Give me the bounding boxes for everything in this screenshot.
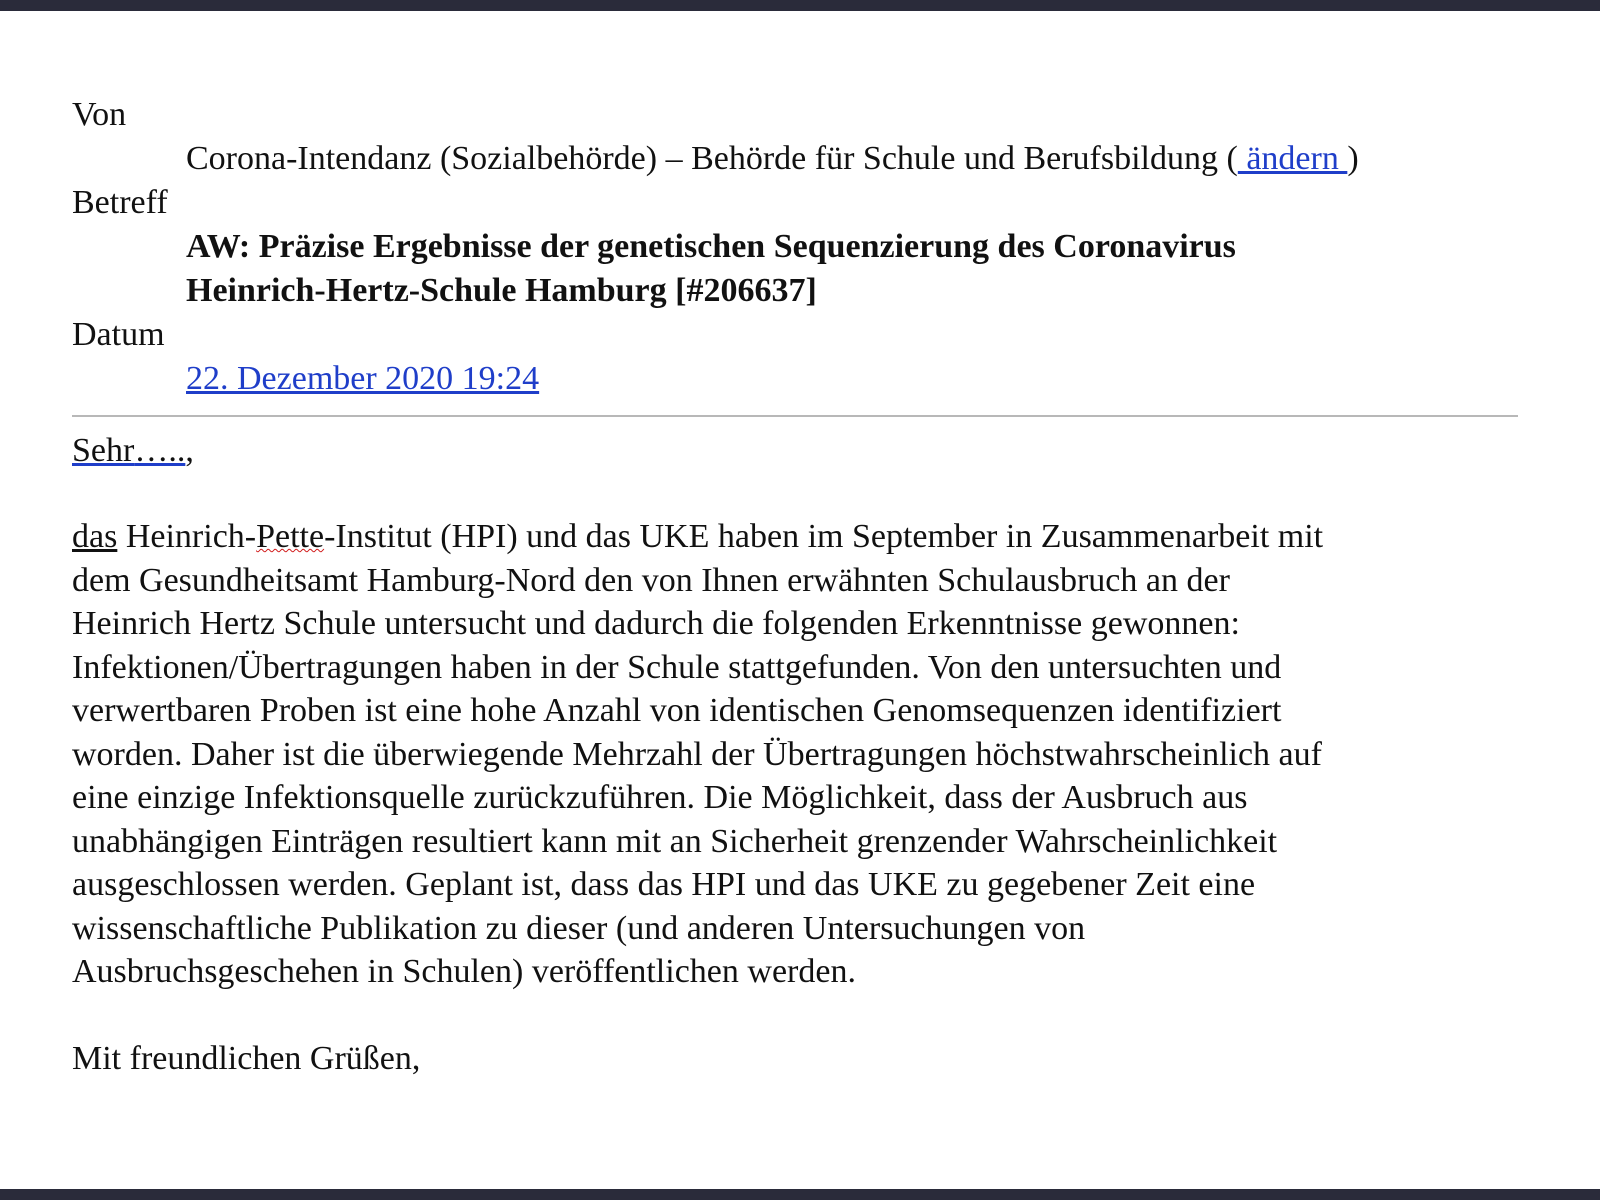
body-line: Ausbruchsgeschehen in Schulen) veröffentlichen werden.	[72, 953, 856, 990]
email-view	[0, 11, 1600, 1189]
body-line: eine einzige Infektionsquelle zurückzuführen. Die Möglichkeit, dass der Ausbruch aus	[72, 779, 1248, 816]
spellcheck-word: Pette	[256, 518, 325, 555]
body-line: ausgeschlossen werden. Geplant ist, dass das HPI und das UKE zu gegebener Zeit eine	[72, 866, 1256, 903]
body-line: dem Gesundheitsamt Hamburg-Nord den von Ihnen erwähnten Schulausbruch an der	[72, 561, 1230, 599]
change-sender-link[interactable]: ändern	[1237, 140, 1348, 177]
greeting-dots: …..	[134, 432, 186, 469]
date-link[interactable]: 22. Dezember 2020 19:24	[186, 360, 540, 397]
body-line: verwertbaren Proben ist eine hohe Anzahl von identischen Genomsequenzen identifiziert	[72, 692, 1282, 729]
subject-label: Betreff	[72, 184, 168, 221]
body-line-1a: Heinrich-	[117, 518, 257, 555]
body-line	[72, 515, 1518, 559]
body-line-1b: -Institut (HPI) und das UKE haben im September in Zusammenarbeit mit	[324, 518, 1324, 555]
email-body	[72, 515, 1518, 994]
date-value-row	[72, 357, 1518, 401]
email-content	[72, 93, 1518, 1081]
from-value-row	[72, 137, 1518, 181]
body-line: Heinrich Hertz Schule untersucht und dadurch die folgenden Erkenntnisse gewonnen:	[72, 605, 1240, 642]
body-line: wissenschaftliche Publikation zu dieser (und anderen Untersuchungen von	[72, 909, 1086, 947]
greeting	[72, 429, 1518, 473]
closing: Mit freundlichen Grüßen,	[72, 1039, 421, 1077]
subject-line-2: Heinrich-Hertz-Schule Hamburg [#206637]	[186, 272, 817, 309]
body-line: Infektionen/Übertragungen haben in der Schule stattgefunden. Von den untersuchten und	[72, 648, 1282, 686]
body-line: worden. Daher ist die überwiegende Mehrzahl der Übertragungen höchstwahrscheinlich auf	[72, 735, 1322, 773]
from-value: Corona-Intendanz (Sozialbehörde) – Behörde für Schule und Berufsbildung (	[186, 140, 1238, 177]
from-label: Von	[72, 96, 127, 133]
greeting-word: Sehr	[72, 432, 135, 469]
header-separator	[72, 415, 1518, 417]
body-line: unabhängigen Einträgen resultiert kann mit an Sicherheit grenzender Wahrscheinlichkeit	[72, 822, 1278, 860]
date-label: Datum	[72, 316, 165, 353]
subject-value	[72, 225, 1518, 313]
subject-line-1: AW: Präzise Ergebnisse der genetischen Sequenzierung des Coronavirus	[186, 228, 1236, 265]
from-close-paren: )	[1347, 140, 1359, 177]
body-first-word: das	[72, 518, 118, 555]
greeting-comma: ,	[185, 432, 194, 469]
